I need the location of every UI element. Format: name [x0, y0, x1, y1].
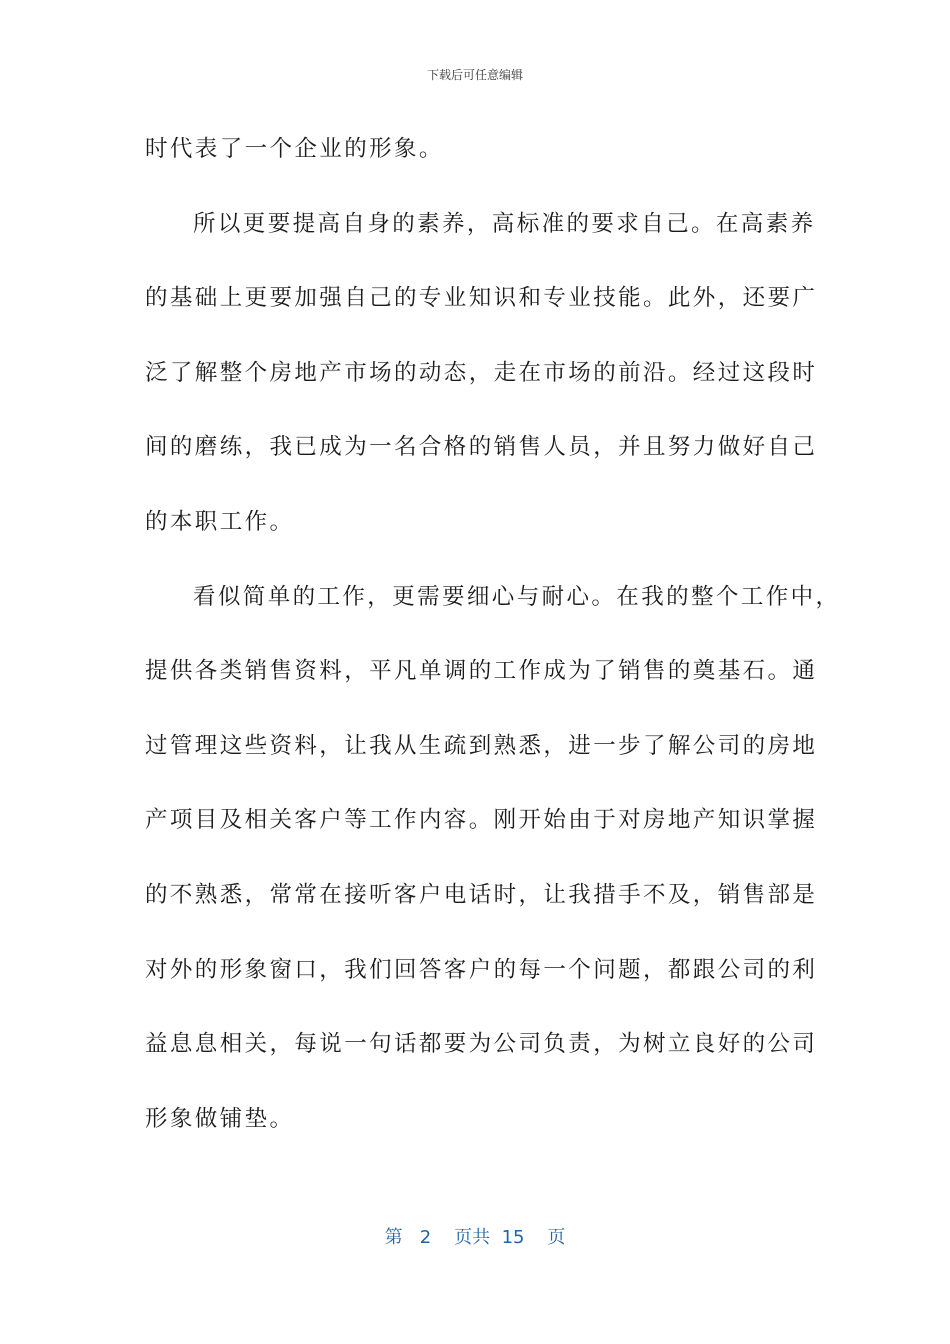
paragraph-line: 产项目及相关客户等工作内容。刚开始由于对房地产知识掌握	[145, 807, 818, 834]
paragraph-line: 泛了解整个房地产市场的动态，走在市场的前沿。经过这段时	[145, 359, 818, 386]
paragraph-line: 过管理这些资料，让我从生疏到熟悉，进一步了解公司的房地	[145, 732, 818, 759]
paragraph-line: 形象做铺垫。	[145, 1105, 295, 1132]
paragraph-line: 的本职工作。	[145, 508, 295, 535]
footer-current-page: 2	[419, 1227, 432, 1248]
paragraph-line: 益息息相关，每说一句话都要为公司负责，为树立良好的公司	[145, 1031, 818, 1058]
header-note: 下载后可任意编辑	[426, 68, 523, 82]
paragraph-line: 时代表了一个企业的形象。	[145, 136, 444, 162]
paragraph-line: 所以更要提高自身的素养，高标准的要求自己。在高素养	[193, 210, 816, 237]
footer-total-pages: 15	[501, 1227, 525, 1248]
paragraph-line: 看似简单的工作，更需要细心与耐心。在我的整个工作中，	[193, 583, 841, 610]
footer-prefix: 第	[384, 1227, 403, 1248]
page-footer	[0, 1226, 950, 1250]
body-text	[145, 112, 841, 1156]
paragraph-line: 的不熟悉，常常在接听客户电话时，让我措手不及，销售部是	[145, 881, 818, 908]
paragraph-line: 间的磨练，我已成为一名合格的销售人员，并且努力做好自己	[145, 434, 818, 461]
footer-middle: 页共	[454, 1227, 491, 1248]
paragraph-line: 的基础上更要加强自己的专业知识和专业技能。此外，还要广	[145, 285, 818, 312]
footer-suffix: 页	[547, 1227, 566, 1248]
paragraph-line: 对外的形象窗口，我们回答客户的每一个问题，都跟公司的利	[145, 956, 818, 983]
paragraph-line: 提供各类销售资料，平凡单调的工作成为了销售的奠基石。通	[145, 658, 818, 685]
